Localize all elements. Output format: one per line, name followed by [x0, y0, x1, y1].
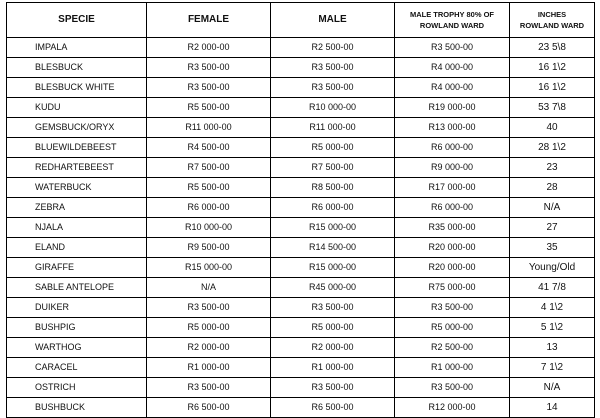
cell-inches: Young/Old [510, 258, 595, 278]
cell-male-price: R10 000-00 [271, 98, 395, 118]
cell-female-price: R10 000-00 [147, 218, 271, 238]
cell-inches: 14 [510, 398, 595, 418]
table-body [7, 38, 595, 418]
table-row [7, 358, 595, 378]
header-inches-line2: ROWLAND WARD [519, 21, 585, 30]
cell-male-trophy-price: R6 000-00 [395, 198, 510, 218]
cell-male-trophy-price: R12 000-00 [395, 398, 510, 418]
cell-male-trophy-price: R3 500-00 [395, 298, 510, 318]
cell-specie: NJALA [7, 218, 147, 238]
cell-specie: BUSHBUCK [7, 398, 147, 418]
cell-male-price: R3 500-00 [271, 298, 395, 318]
cell-male-price: R3 500-00 [271, 58, 395, 78]
price-list-sheet [6, 2, 594, 413]
header-female: FEMALE [147, 3, 271, 38]
cell-male-trophy-price: R75 000-00 [395, 278, 510, 298]
cell-male-trophy-price: R17 000-00 [395, 178, 510, 198]
cell-male-price: R2 000-00 [271, 338, 395, 358]
cell-inches: 41 7/8 [510, 278, 595, 298]
cell-male-trophy-price: R6 000-00 [395, 138, 510, 158]
header-row [7, 3, 595, 38]
cell-female-price: R6 000-00 [147, 198, 271, 218]
cell-inches: 35 [510, 238, 595, 258]
cell-inches: 53 7\8 [510, 98, 595, 118]
cell-specie: BLESBUCK WHITE [7, 78, 147, 98]
cell-female-price: R2 000-00 [147, 38, 271, 58]
cell-male-trophy-price: R35 000-00 [395, 218, 510, 238]
table-row [7, 118, 595, 138]
cell-male-trophy-price: R3 500-00 [395, 378, 510, 398]
cell-specie: DUIKER [7, 298, 147, 318]
table-row [7, 38, 595, 58]
table-row [7, 278, 595, 298]
cell-specie: KUDU [7, 98, 147, 118]
cell-female-price: N/A [147, 278, 271, 298]
cell-female-price: R3 500-00 [147, 298, 271, 318]
cell-female-price: R15 000-00 [147, 258, 271, 278]
table-row [7, 338, 595, 358]
cell-female-price: R4 500-00 [147, 138, 271, 158]
header-male: MALE [271, 3, 395, 38]
cell-female-price: R2 000-00 [147, 338, 271, 358]
table-header [7, 3, 595, 38]
table-row [7, 238, 595, 258]
table-row [7, 378, 595, 398]
cell-male-price: R8 500-00 [271, 178, 395, 198]
header-specie: SPECIE [7, 3, 147, 38]
table-row [7, 158, 595, 178]
cell-inches: 23 5\8 [510, 38, 595, 58]
cell-specie: CARACEL [7, 358, 147, 378]
cell-male-price: R6 500-00 [271, 398, 395, 418]
cell-male-trophy-price: R3 500-00 [395, 38, 510, 58]
header-inches-line1: INCHES [537, 10, 567, 19]
cell-male-price: R15 000-00 [271, 218, 395, 238]
cell-female-price: R3 500-00 [147, 78, 271, 98]
cell-male-price: R45 000-00 [271, 278, 395, 298]
cell-female-price: R9 500-00 [147, 238, 271, 258]
cell-male-price: R11 000-00 [271, 118, 395, 138]
table-row [7, 218, 595, 238]
cell-inches: 7 1\2 [510, 358, 595, 378]
table-row [7, 178, 595, 198]
cell-male-trophy-price: R13 000-00 [395, 118, 510, 138]
cell-male-trophy-price: R20 000-00 [395, 238, 510, 258]
cell-male-price: R5 000-00 [271, 318, 395, 338]
cell-male-trophy-price: R4 000-00 [395, 78, 510, 98]
cell-inches: 5 1\2 [510, 318, 595, 338]
cell-specie: GIRAFFE [7, 258, 147, 278]
cell-male-price: R2 500-00 [271, 38, 395, 58]
table-row [7, 258, 595, 278]
cell-specie: IMPALA [7, 38, 147, 58]
table-row [7, 318, 595, 338]
cell-inches: 27 [510, 218, 595, 238]
cell-female-price: R7 500-00 [147, 158, 271, 178]
cell-inches: 16 1\2 [510, 58, 595, 78]
cell-specie: BUSHPIG [7, 318, 147, 338]
cell-male-price: R7 500-00 [271, 158, 395, 178]
cell-inches: 40 [510, 118, 595, 138]
cell-specie: WARTHOG [7, 338, 147, 358]
cell-specie: ELAND [7, 238, 147, 258]
cell-specie: BLUEWILDEBEEST [7, 138, 147, 158]
header-male-trophy-line2: ROWLAND WARD [419, 21, 485, 30]
cell-specie: GEMSBUCK/ORYX [7, 118, 147, 138]
cell-female-price: R5 000-00 [147, 318, 271, 338]
header-male-trophy-line1: MALE TROPHY 80% OF [409, 10, 495, 19]
cell-female-price: R5 500-00 [147, 98, 271, 118]
cell-female-price: R6 500-00 [147, 398, 271, 418]
cell-male-price: R5 000-00 [271, 138, 395, 158]
table-row [7, 98, 595, 118]
table-row [7, 198, 595, 218]
cell-male-price: R1 000-00 [271, 358, 395, 378]
cell-inches: 13 [510, 338, 595, 358]
cell-male-price: R6 000-00 [271, 198, 395, 218]
cell-male-price: R15 000-00 [271, 258, 395, 278]
cell-male-trophy-price: R1 000-00 [395, 358, 510, 378]
table-row [7, 138, 595, 158]
cell-male-trophy-price: R19 000-00 [395, 98, 510, 118]
cell-inches: N/A [510, 198, 595, 218]
cell-specie: WATERBUCK [7, 178, 147, 198]
table-row [7, 78, 595, 98]
cell-female-price: R1 000-00 [147, 358, 271, 378]
cell-male-trophy-price: R20 000-00 [395, 258, 510, 278]
cell-male-price: R3 500-00 [271, 78, 395, 98]
header-inches [510, 3, 595, 38]
cell-inches: 16 1\2 [510, 78, 595, 98]
species-price-table [6, 2, 595, 418]
table-row [7, 398, 595, 418]
table-row [7, 298, 595, 318]
cell-specie: ZEBRA [7, 198, 147, 218]
cell-specie: OSTRICH [7, 378, 147, 398]
cell-female-price: R5 500-00 [147, 178, 271, 198]
cell-male-price: R3 500-00 [271, 378, 395, 398]
cell-inches: 28 1\2 [510, 138, 595, 158]
cell-inches: 4 1\2 [510, 298, 595, 318]
table-row [7, 58, 595, 78]
cell-male-trophy-price: R9 000-00 [395, 158, 510, 178]
header-male-trophy [395, 3, 510, 38]
cell-male-trophy-price: R2 500-00 [395, 338, 510, 358]
cell-male-trophy-price: R5 000-00 [395, 318, 510, 338]
cell-specie: REDHARTEBEEST [7, 158, 147, 178]
cell-specie: BLESBUCK [7, 58, 147, 78]
cell-female-price: R11 000-00 [147, 118, 271, 138]
cell-male-trophy-price: R4 000-00 [395, 58, 510, 78]
cell-inches: N/A [510, 378, 595, 398]
cell-female-price: R3 500-00 [147, 378, 271, 398]
cell-inches: 28 [510, 178, 595, 198]
cell-female-price: R3 500-00 [147, 58, 271, 78]
cell-inches: 23 [510, 158, 595, 178]
cell-male-price: R14 500-00 [271, 238, 395, 258]
cell-specie: SABLE ANTELOPE [7, 278, 147, 298]
